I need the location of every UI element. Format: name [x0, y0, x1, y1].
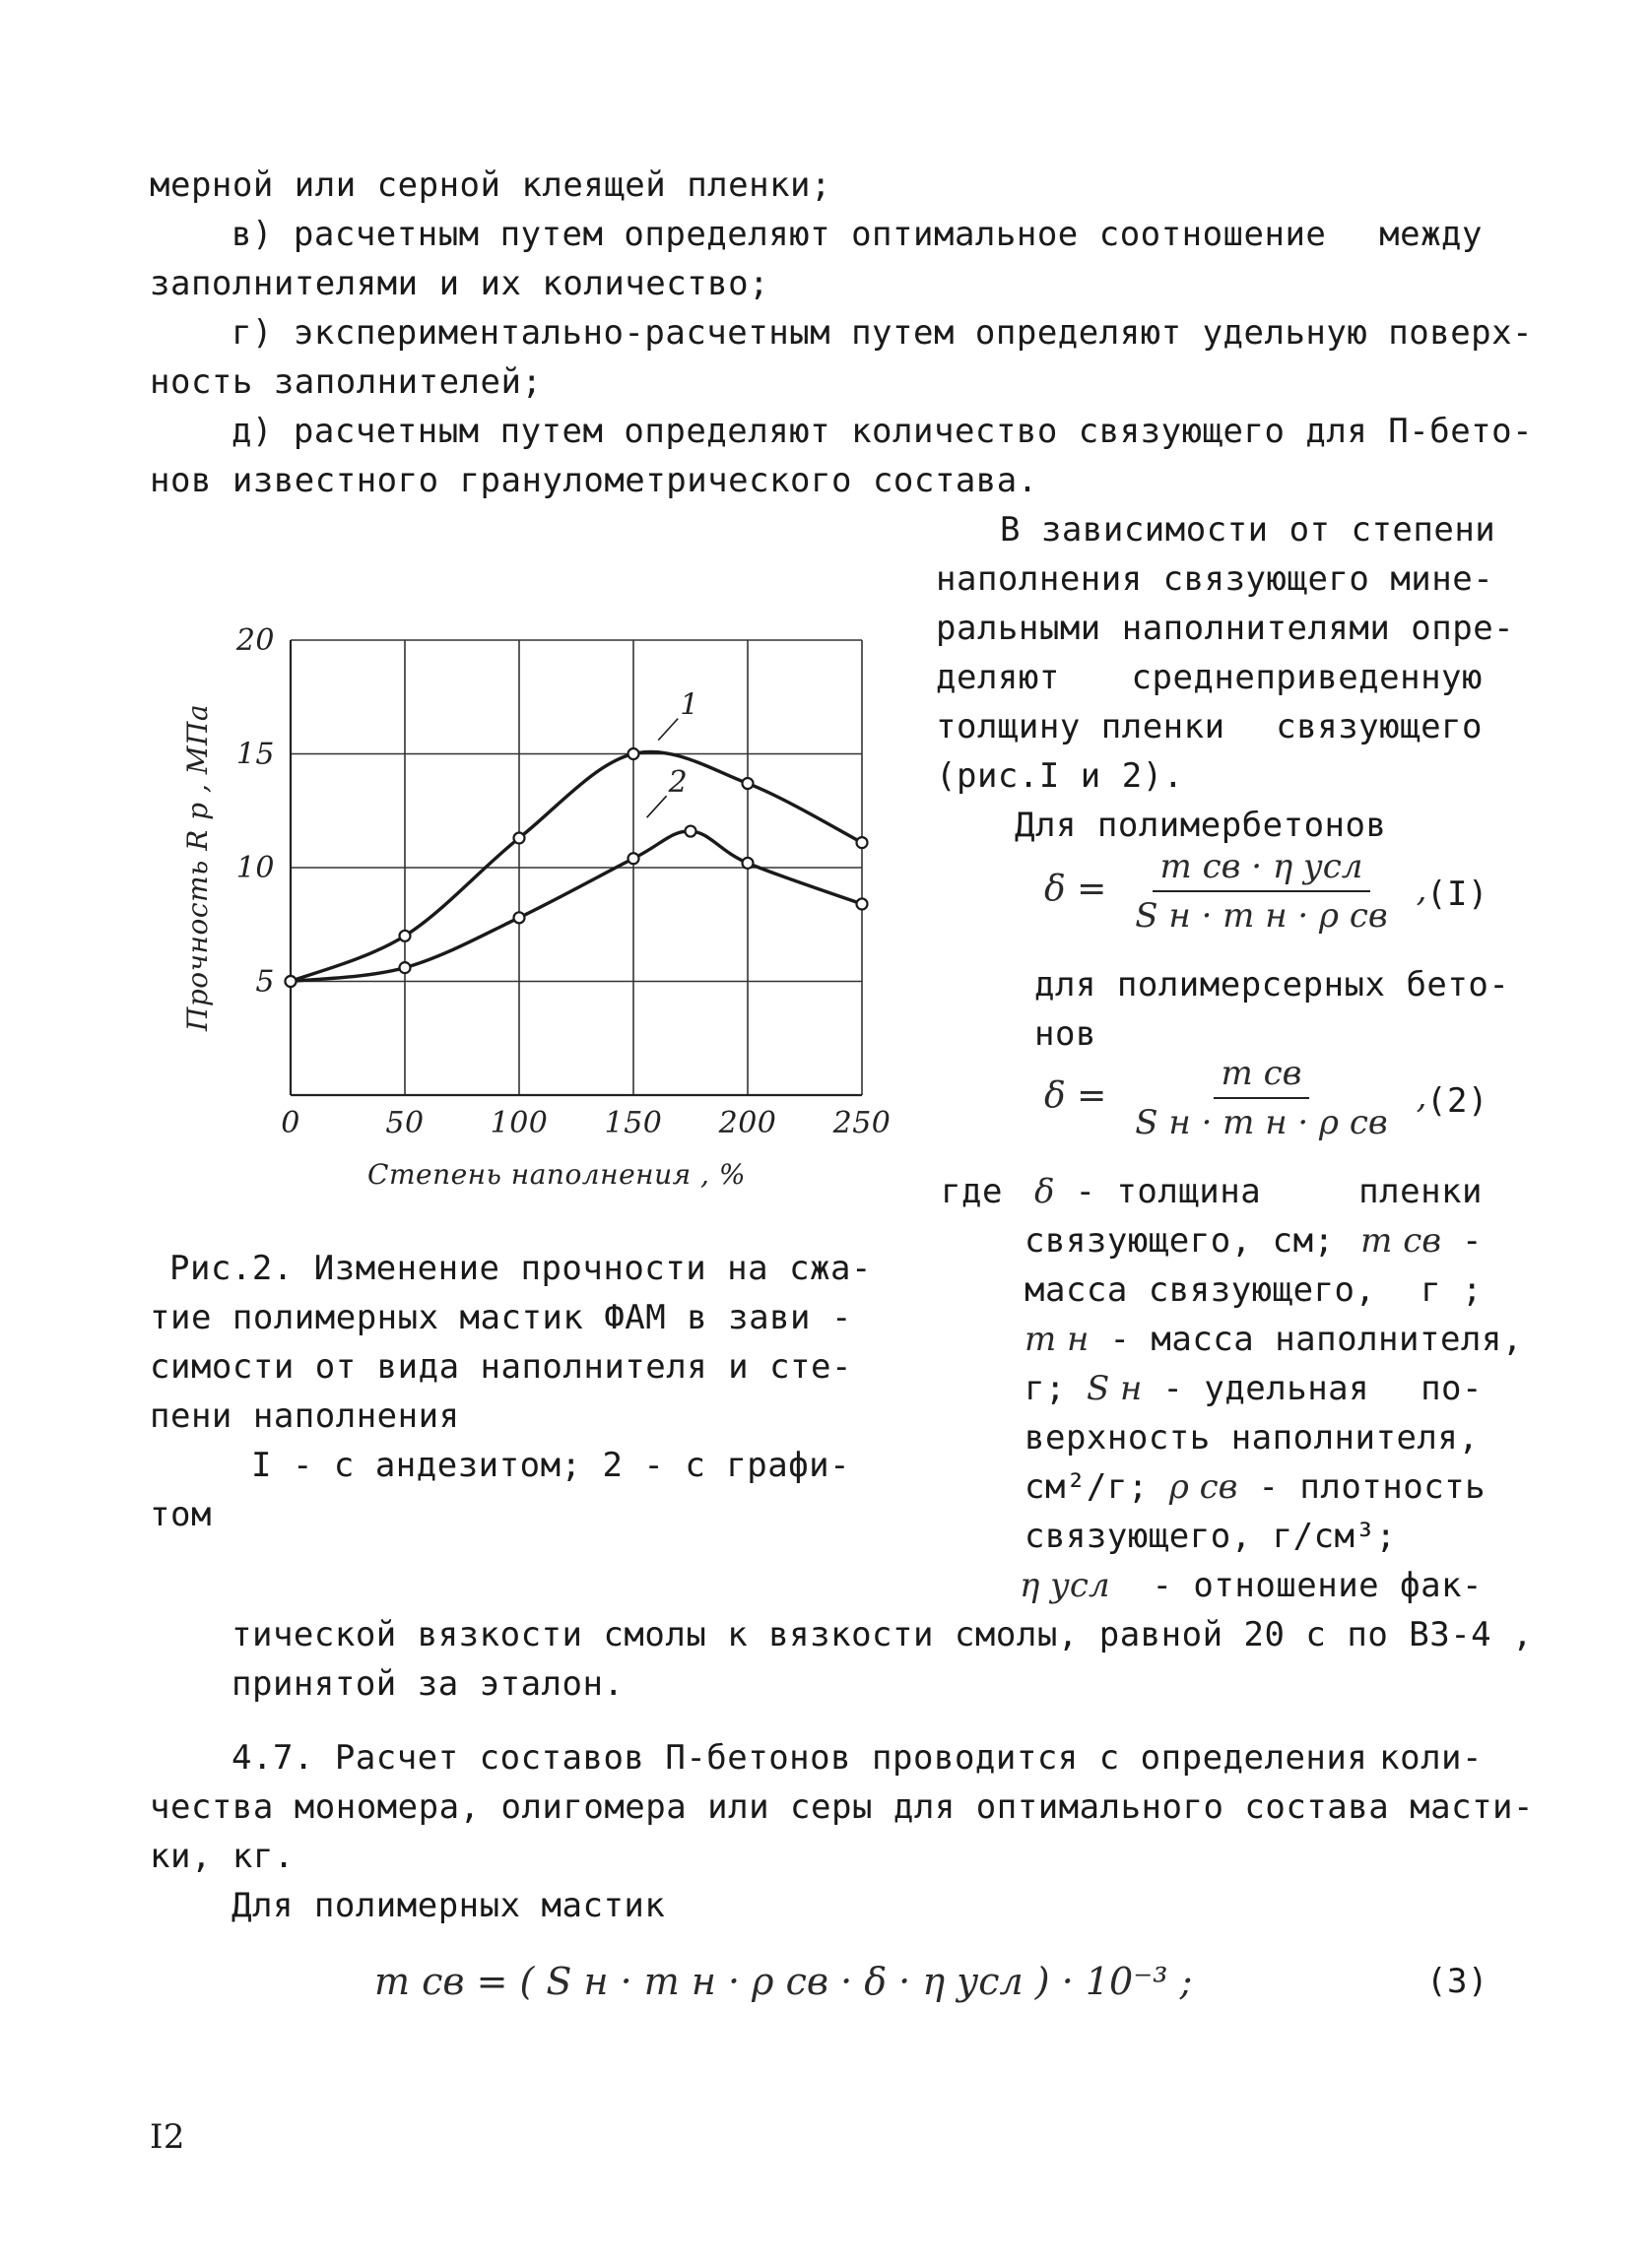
delta-symbol: δ = — [1044, 869, 1107, 910]
text-line: наполнения связующего мине- — [936, 559, 1494, 599]
text-fragment: масса связующего, — [1024, 1270, 1376, 1310]
text-line — [1024, 1320, 1523, 1359]
text-line — [1024, 1467, 1486, 1507]
delta-symbol: δ = — [1044, 1075, 1107, 1117]
data-point — [857, 898, 868, 909]
text-line — [1034, 1172, 1483, 1211]
text-line: для полимерсерных бето- — [1034, 965, 1510, 1004]
fraction — [1127, 1054, 1395, 1142]
text-line — [231, 215, 1483, 254]
y-tick-label: 10 — [235, 851, 275, 885]
data-point — [400, 962, 411, 973]
formula-2 — [1044, 1054, 1426, 1142]
y-tick-label: 15 — [235, 737, 275, 772]
text-line: В зависимости от степени — [1000, 510, 1496, 550]
symbol: m н — [1024, 1320, 1090, 1359]
text-line — [936, 658, 1483, 697]
data-point — [514, 912, 525, 923]
text-fragment: в) расчетным путем определяют оптимальное соотношение — [231, 215, 1327, 254]
figure-caption: Рис.2. Изменение прочности на сжа- — [169, 1249, 872, 1288]
text-line — [1020, 1566, 1483, 1605]
x-tick-label: 50 — [385, 1106, 425, 1140]
text-line — [936, 707, 1483, 746]
text-line: ность заполнителей; — [150, 362, 543, 402]
formula-number: (I) — [1426, 875, 1488, 914]
text-fragment: деляют — [936, 658, 1060, 697]
text-fragment: среднеприведенную — [1131, 658, 1483, 697]
text-fragment: коли- — [1379, 1738, 1483, 1778]
figure-caption: тие полимерных мастик ФАМ в зави - — [150, 1298, 852, 1337]
text-line: г) экспериментально-расчетным путем определяют удельную поверх- — [231, 313, 1534, 353]
text-fragment: - — [1462, 1221, 1483, 1261]
data-point — [743, 858, 754, 869]
numerator: m св — [1214, 1054, 1310, 1099]
text-line: нов — [1034, 1014, 1096, 1054]
data-point — [628, 853, 639, 864]
data-point — [514, 832, 525, 843]
text-line: заполнителями и их количество; — [150, 264, 770, 303]
text-fragment: - толщина — [1075, 1172, 1262, 1211]
formula-number: (2) — [1426, 1081, 1488, 1121]
text-line: д) расчетным путем определяют количество связующего для П-бето- — [231, 412, 1534, 451]
text-fragment: пленки — [1358, 1172, 1483, 1211]
series-label: 2 — [668, 765, 689, 801]
data-point — [686, 826, 696, 837]
x-tick-label: 250 — [832, 1106, 892, 1140]
strength-chart — [177, 611, 926, 1191]
text-line: нов известного гранулометрического состава. — [150, 461, 1038, 500]
symbol: η усл — [1020, 1566, 1110, 1605]
text-fragment — [1034, 1172, 1261, 1211]
y-axis-label: Прочность R р , МПа — [181, 703, 214, 1032]
text-line — [231, 1738, 1483, 1778]
text-fragment: между — [1379, 215, 1483, 254]
text-fragment: связующего — [1276, 707, 1483, 746]
text-line — [941, 1172, 1003, 1211]
text-line: принятой за эталон. — [231, 1664, 625, 1704]
series-leader — [647, 796, 667, 817]
denominator: S н · m н · ρ св — [1135, 896, 1388, 936]
data-point — [286, 976, 297, 987]
y-tick-label: 20 — [235, 623, 275, 658]
formula-3: m св = ( S н · m н · ρ св · δ · η усл ) · 10⁻³ ; — [374, 1960, 1193, 2003]
text-line: ки, кг. — [150, 1837, 295, 1876]
symbol: m св — [1360, 1221, 1442, 1261]
text-fragment: толщину пленки — [936, 707, 1225, 746]
formula-1 — [1044, 847, 1426, 936]
text-line: (рис.I и 2). — [936, 756, 1184, 796]
text-line — [1024, 1369, 1483, 1408]
x-tick-label: 0 — [281, 1106, 300, 1140]
comma: , — [1416, 1076, 1427, 1117]
text-fragment — [1360, 1221, 1483, 1261]
text-line — [1024, 1221, 1483, 1261]
series-line-2 — [291, 831, 862, 981]
denominator: S н · m н · ρ св — [1135, 1103, 1388, 1142]
symbol: S н — [1086, 1369, 1143, 1408]
delta-symbol: δ — [1034, 1172, 1055, 1211]
figure-caption: симости от вида наполнителя и сте- — [150, 1347, 852, 1387]
text-line: Для полимербетонов — [1015, 806, 1387, 845]
x-axis-label: Степень наполнения , % — [367, 1158, 746, 1191]
formula-number: (3) — [1426, 1962, 1488, 2001]
text-line: верхность наполнителя, — [1024, 1418, 1480, 1458]
x-tick-label: 150 — [604, 1106, 663, 1140]
text-fragment: - плотность — [1258, 1467, 1487, 1507]
text-line: ральными наполнителями опре- — [936, 609, 1515, 648]
symbol: ρ св — [1168, 1467, 1238, 1507]
text-fragment: где — [941, 1172, 1003, 1211]
figure-caption: пени наполнения — [150, 1396, 460, 1436]
figure-caption: том — [150, 1495, 212, 1534]
text-fragment: г; — [1024, 1369, 1066, 1408]
series-line-1 — [291, 751, 862, 981]
series-leader — [658, 719, 678, 741]
data-point — [628, 748, 639, 759]
text-fragment: - масса наполнителя, — [1109, 1320, 1523, 1359]
text-line: тической вязкости смолы к вязкости смолы, равной 20 с по ВЗ-4 , — [231, 1615, 1534, 1654]
text-line: связующего, г/см³; — [1024, 1517, 1397, 1556]
text-fragment: - отношение фак- — [1152, 1566, 1483, 1605]
text-line — [1024, 1270, 1483, 1310]
text-fragment — [1024, 1369, 1369, 1408]
data-point — [857, 837, 868, 848]
text-fragment: по- — [1421, 1369, 1483, 1408]
series-label: 1 — [680, 687, 699, 723]
data-point — [743, 778, 754, 789]
text-fragment: г ; — [1421, 1270, 1483, 1310]
text-fragment: 4.7. Расчет составов П-бетонов проводится с определения — [231, 1738, 1368, 1778]
text-line: чества мономера, олигомера или серы для оптимального состава масти- — [150, 1787, 1534, 1827]
text-fragment: связующего, см; — [1024, 1221, 1335, 1261]
page-number: I2 — [150, 2117, 186, 2157]
text-fragment: см²/г; — [1024, 1467, 1149, 1507]
text-line: мерной или серной клеящей пленки; — [150, 165, 832, 205]
y-tick-label: 5 — [255, 964, 275, 1000]
fraction — [1127, 847, 1395, 936]
text-fragment: - удельная — [1162, 1369, 1370, 1408]
comma: , — [1416, 870, 1427, 910]
text-line: Для полимерных мастик — [231, 1886, 666, 1925]
numerator: m св · η усл — [1153, 847, 1371, 892]
x-tick-label: 200 — [718, 1106, 777, 1140]
data-point — [400, 931, 411, 941]
x-tick-label: 100 — [490, 1106, 549, 1140]
figure-caption: I - с андезитом; 2 - с графи- — [251, 1446, 851, 1485]
